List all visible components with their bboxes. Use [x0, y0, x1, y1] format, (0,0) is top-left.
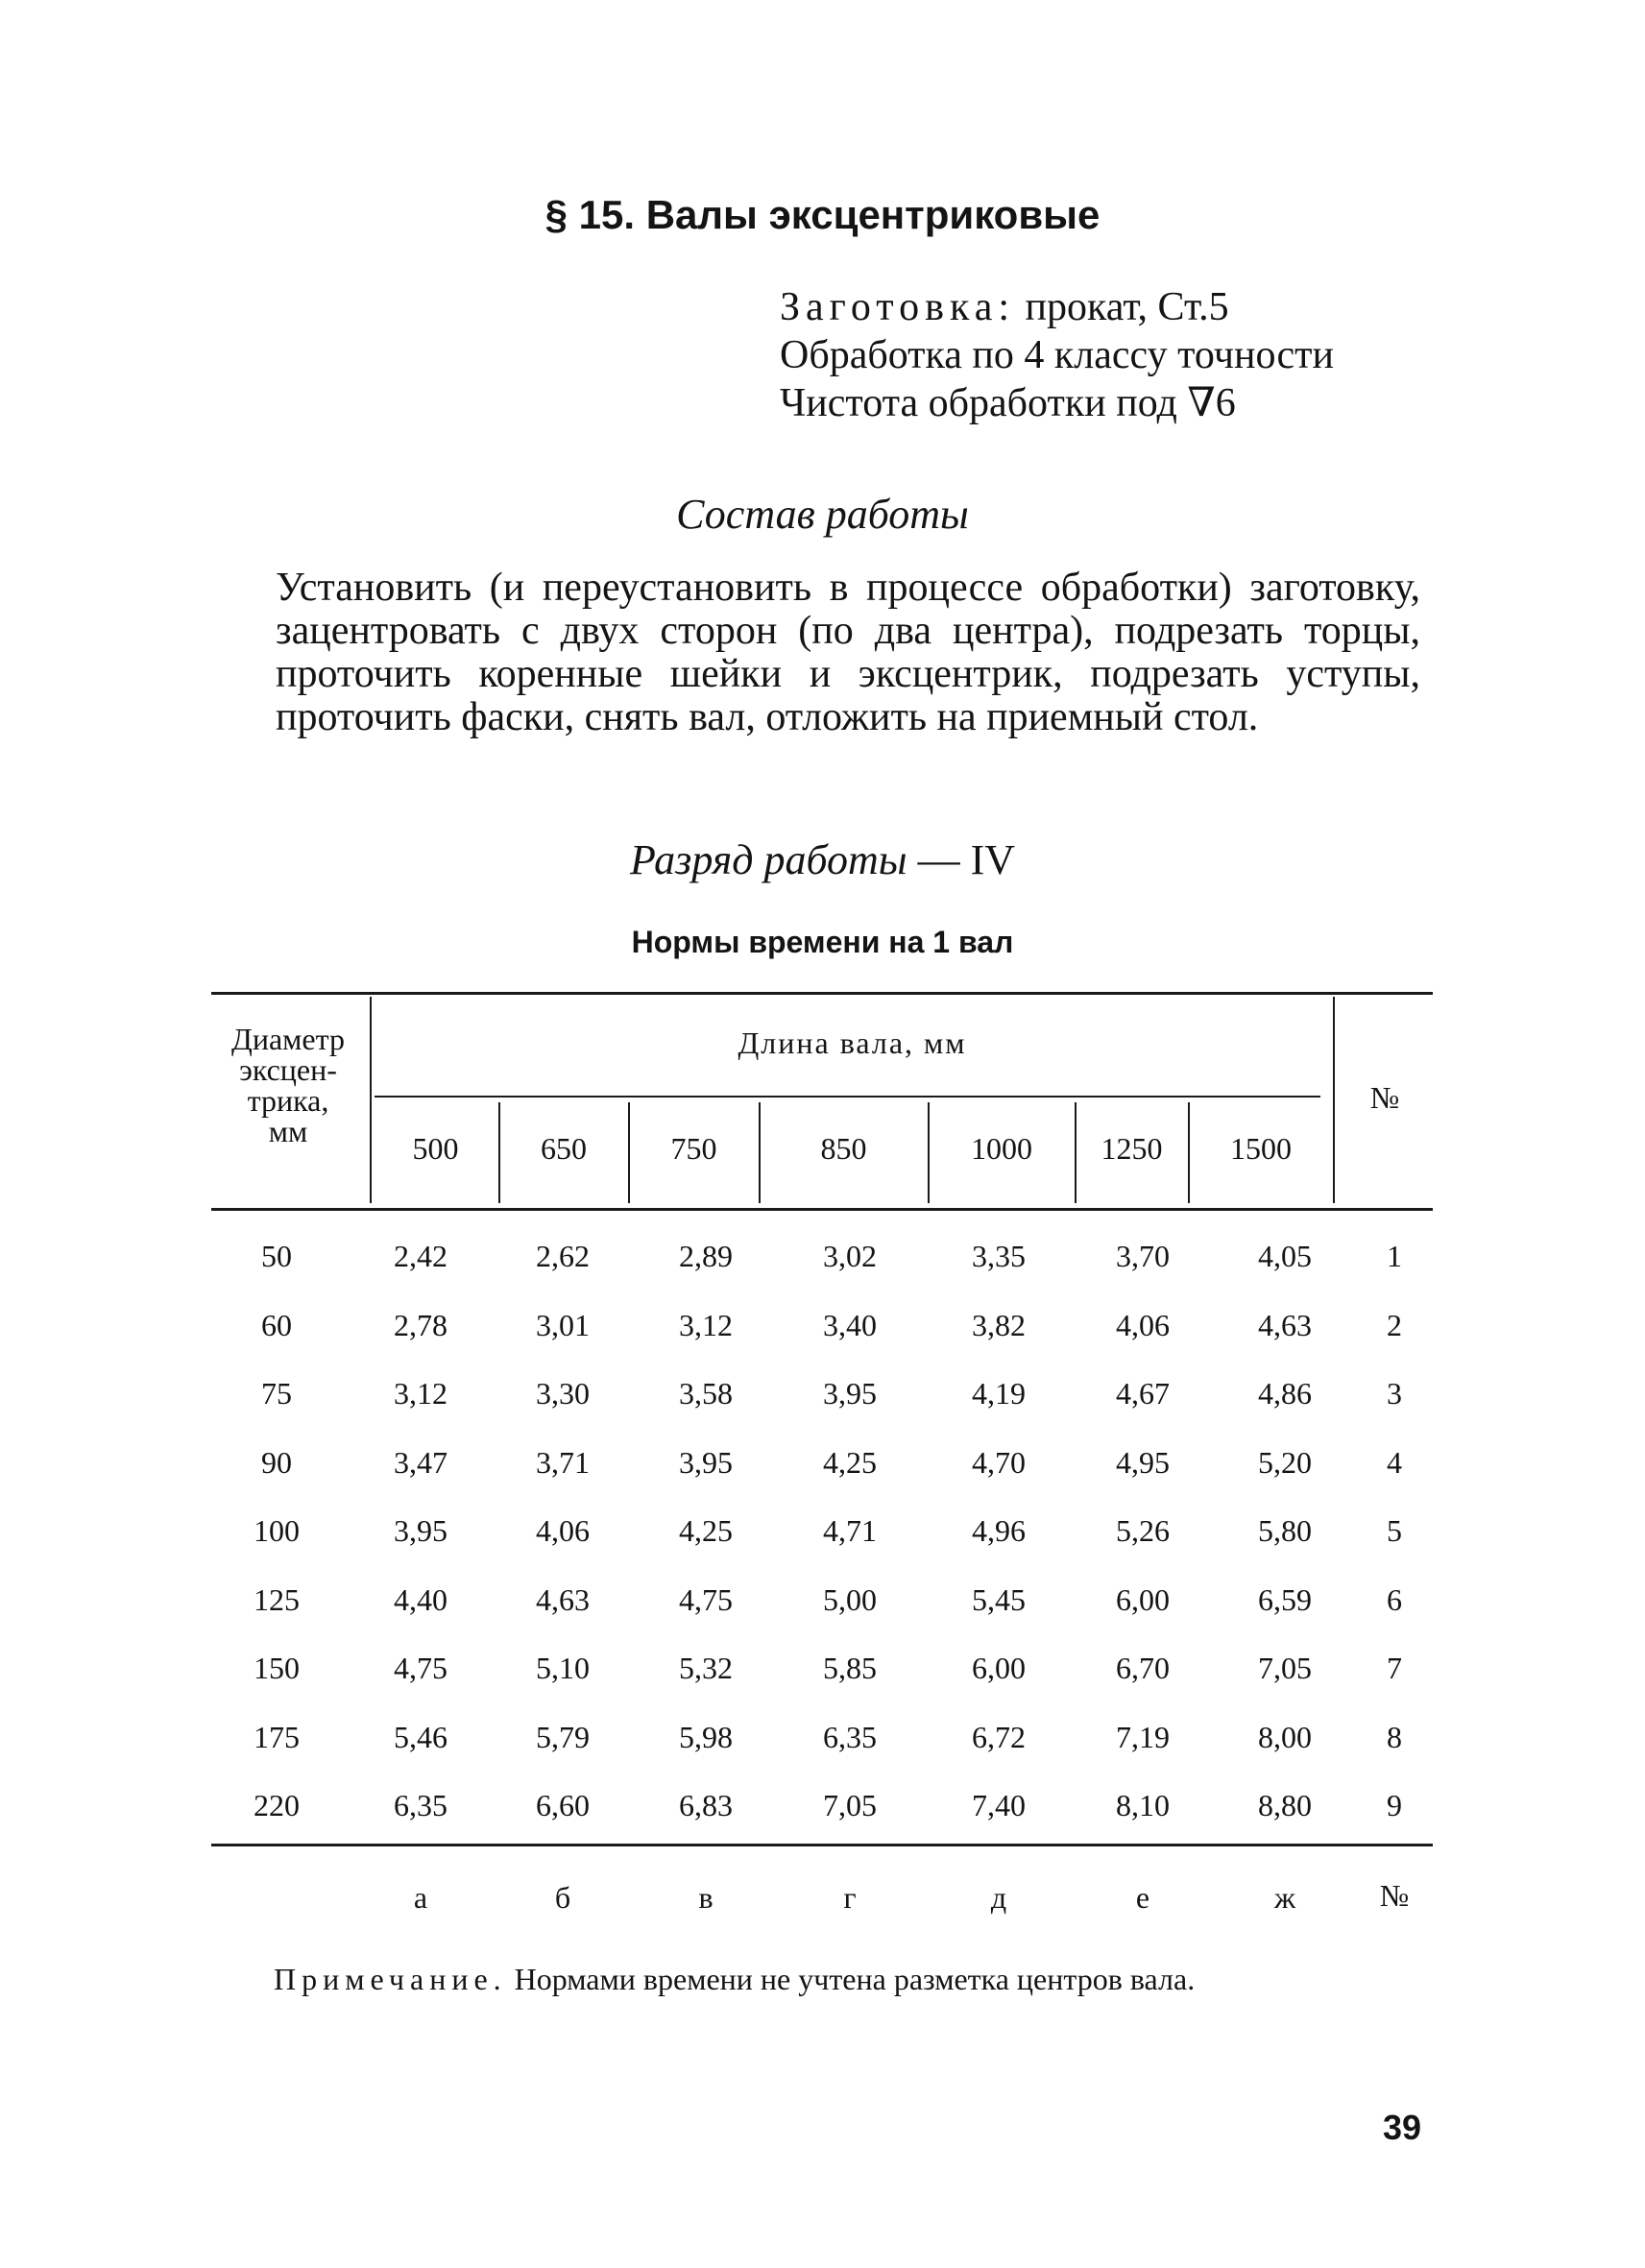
row-number: 7 [1387, 1651, 1402, 1685]
row-diameter: 60 [261, 1307, 292, 1342]
table-cell: 4,63 [1258, 1307, 1312, 1342]
table-cell: 8,10 [1116, 1788, 1170, 1822]
table-cell: 6,60 [536, 1788, 590, 1822]
table-cell: 5,26 [1116, 1513, 1170, 1548]
table-title: Нормы времени на 1 вал [631, 925, 1014, 959]
row-diameter: 175 [254, 1719, 300, 1754]
header-divider-left [370, 997, 372, 1203]
table-cell: 7,05 [1258, 1651, 1312, 1685]
note-text: Нормами времени не учтена разметка центров вала. [506, 1962, 1196, 1996]
table-cell: 5,32 [679, 1651, 733, 1685]
number-header: № [1369, 1080, 1400, 1115]
table-cell: 4,25 [823, 1444, 877, 1480]
length-column-header: 1250 [1101, 1131, 1163, 1166]
table-cell: 2,78 [394, 1307, 448, 1342]
row-number: 6 [1387, 1581, 1402, 1617]
table-cell: 7,05 [823, 1788, 877, 1822]
row-number: 1 [1387, 1239, 1402, 1273]
table-cell: 5,20 [1258, 1444, 1312, 1480]
work-grade [0, 835, 1645, 884]
table-cell: 2,42 [394, 1239, 448, 1273]
row-number: 4 [1387, 1444, 1402, 1480]
table-cell: 3,95 [394, 1513, 448, 1548]
column-letter: е [1135, 1880, 1150, 1915]
table-cell: 3,35 [972, 1239, 1026, 1273]
row-header-line: Диаметр [231, 1022, 345, 1056]
table-bottom-rule [211, 1844, 1433, 1846]
table-cell: 2,62 [536, 1239, 590, 1273]
header-bottom-rule [211, 1208, 1433, 1211]
table-cell: 2,89 [679, 1239, 733, 1273]
group-header-underline [375, 1096, 1320, 1098]
length-column-header: 500 [412, 1131, 459, 1166]
composition-title: Состав работы [676, 491, 969, 538]
table-cell: 6,72 [972, 1719, 1026, 1754]
row-header-line: трика, [247, 1083, 329, 1118]
specs-line-finish: Чистота обработки под ∇6 [780, 381, 1236, 425]
table-cell: 6,59 [1258, 1581, 1312, 1617]
composition-text: Установить (и переустановить в процессе обработки) заготовку, зацентровать с двух сторон (по два центра), подрезать торцы, проточить коренные шейки и эксцентрик, подрезать уступы, проточить фаски, снять вал, отложить на приемный стол. [276, 566, 1420, 739]
table-cell: 7,19 [1116, 1719, 1170, 1754]
row-header [211, 1024, 365, 1146]
subheader-divider [498, 1102, 500, 1203]
table-cell: 4,05 [1258, 1239, 1312, 1273]
column-letter: б [554, 1880, 571, 1915]
table-cell: 3,12 [679, 1307, 733, 1342]
table-cell: 4,70 [972, 1444, 1026, 1480]
table-cell: 3,12 [394, 1376, 448, 1411]
row-diameter: 125 [254, 1581, 300, 1617]
table-cell: 3,95 [679, 1444, 733, 1480]
row-number: 3 [1387, 1376, 1402, 1411]
table-cell: 3,82 [972, 1307, 1026, 1342]
section-heading: § 15. Валы эксцентриковые [544, 192, 1101, 237]
table-cell: 6,35 [823, 1719, 877, 1754]
specs-block [780, 283, 1334, 427]
subheader-divider [1075, 1102, 1077, 1203]
length-column-header: 850 [820, 1131, 867, 1166]
row-diameter: 220 [254, 1788, 300, 1822]
group-header: Длина вала, мм [738, 1025, 967, 1060]
table-cell: 4,71 [823, 1513, 877, 1548]
table-cell: 4,40 [394, 1581, 448, 1617]
row-diameter: 150 [254, 1651, 300, 1685]
table-cell: 3,01 [536, 1307, 590, 1342]
table-cell: 4,86 [1258, 1376, 1312, 1411]
blank-label: Заготовка: [780, 285, 1016, 329]
table-cell: 5,85 [823, 1651, 877, 1685]
specs-line-accuracy: Обработка по 4 классу точности [780, 333, 1334, 377]
table-top-rule [211, 992, 1433, 995]
row-diameter: 100 [254, 1513, 300, 1548]
table-cell: 5,80 [1258, 1513, 1312, 1548]
table-cell: 4,67 [1116, 1376, 1170, 1411]
length-column-header: 1000 [971, 1131, 1032, 1166]
table-cell: 5,00 [823, 1581, 877, 1617]
table-cell: 4,75 [394, 1651, 448, 1685]
grade-label: Разряд работы [629, 836, 907, 883]
row-number: 8 [1387, 1719, 1402, 1754]
table-cell: 5,45 [972, 1581, 1026, 1617]
table-cell: 4,95 [1116, 1444, 1170, 1480]
table-cell: 3,71 [536, 1444, 590, 1480]
table-cell: 4,63 [536, 1581, 590, 1617]
table-cell: 3,40 [823, 1307, 877, 1342]
column-letter: а [413, 1880, 428, 1915]
table-cell: 3,58 [679, 1376, 733, 1411]
subheader-divider [1188, 1102, 1190, 1203]
table-cell: 6,83 [679, 1788, 733, 1822]
subheader-divider [928, 1102, 930, 1203]
table-cell: 4,75 [679, 1581, 733, 1617]
grade-value: — IV [907, 836, 1016, 883]
row-number: 2 [1387, 1307, 1402, 1342]
table-cell: 7,40 [972, 1788, 1026, 1822]
table-cell: 4,96 [972, 1513, 1026, 1548]
column-letter: д [990, 1880, 1007, 1915]
note [274, 1961, 1426, 1997]
row-header-line: эксцен- [239, 1052, 337, 1087]
row-diameter: 50 [261, 1239, 292, 1273]
table-cell: 6,00 [1116, 1581, 1170, 1617]
specs-line-blank [780, 283, 1334, 331]
column-letter: в [698, 1880, 714, 1915]
table-cell: 3,95 [823, 1376, 877, 1411]
letters-number-label: № [1379, 1878, 1410, 1913]
row-number: 5 [1387, 1513, 1402, 1548]
note-label: Примечание. [274, 1962, 507, 1996]
table-cell: 6,35 [394, 1788, 448, 1822]
table-cell: 8,80 [1258, 1788, 1312, 1822]
table-cell: 4,06 [1116, 1307, 1170, 1342]
table-cell: 6,00 [972, 1651, 1026, 1685]
table-cell: 8,00 [1258, 1719, 1312, 1754]
subheader-divider [628, 1102, 630, 1203]
row-number: 9 [1387, 1788, 1402, 1822]
row-diameter: 90 [261, 1444, 292, 1480]
subheader-divider [759, 1102, 761, 1203]
table-cell: 5,79 [536, 1719, 590, 1754]
column-letter: ж [1273, 1880, 1296, 1915]
page-number: 39 [1383, 2108, 1422, 2147]
table-cell: 6,70 [1116, 1651, 1170, 1685]
table-cell: 3,30 [536, 1376, 590, 1411]
length-column-header: 750 [670, 1131, 717, 1166]
table-cell: 3,47 [394, 1444, 448, 1480]
table-cell: 5,46 [394, 1719, 448, 1754]
row-header-line: мм [268, 1114, 308, 1148]
table-cell: 3,02 [823, 1239, 877, 1273]
header-divider-right [1333, 997, 1335, 1203]
table-cell: 4,25 [679, 1513, 733, 1548]
blank-value: прокат, Ст.5 [1015, 285, 1229, 329]
table-cell: 5,10 [536, 1651, 590, 1685]
table-cell: 4,19 [972, 1376, 1026, 1411]
row-diameter: 75 [261, 1376, 292, 1411]
table-cell: 4,06 [536, 1513, 590, 1548]
column-letter: г [843, 1880, 857, 1915]
length-column-header: 1500 [1230, 1131, 1292, 1166]
length-column-header: 650 [541, 1131, 587, 1166]
table-cell: 5,98 [679, 1719, 733, 1754]
table-cell: 3,70 [1116, 1239, 1170, 1273]
